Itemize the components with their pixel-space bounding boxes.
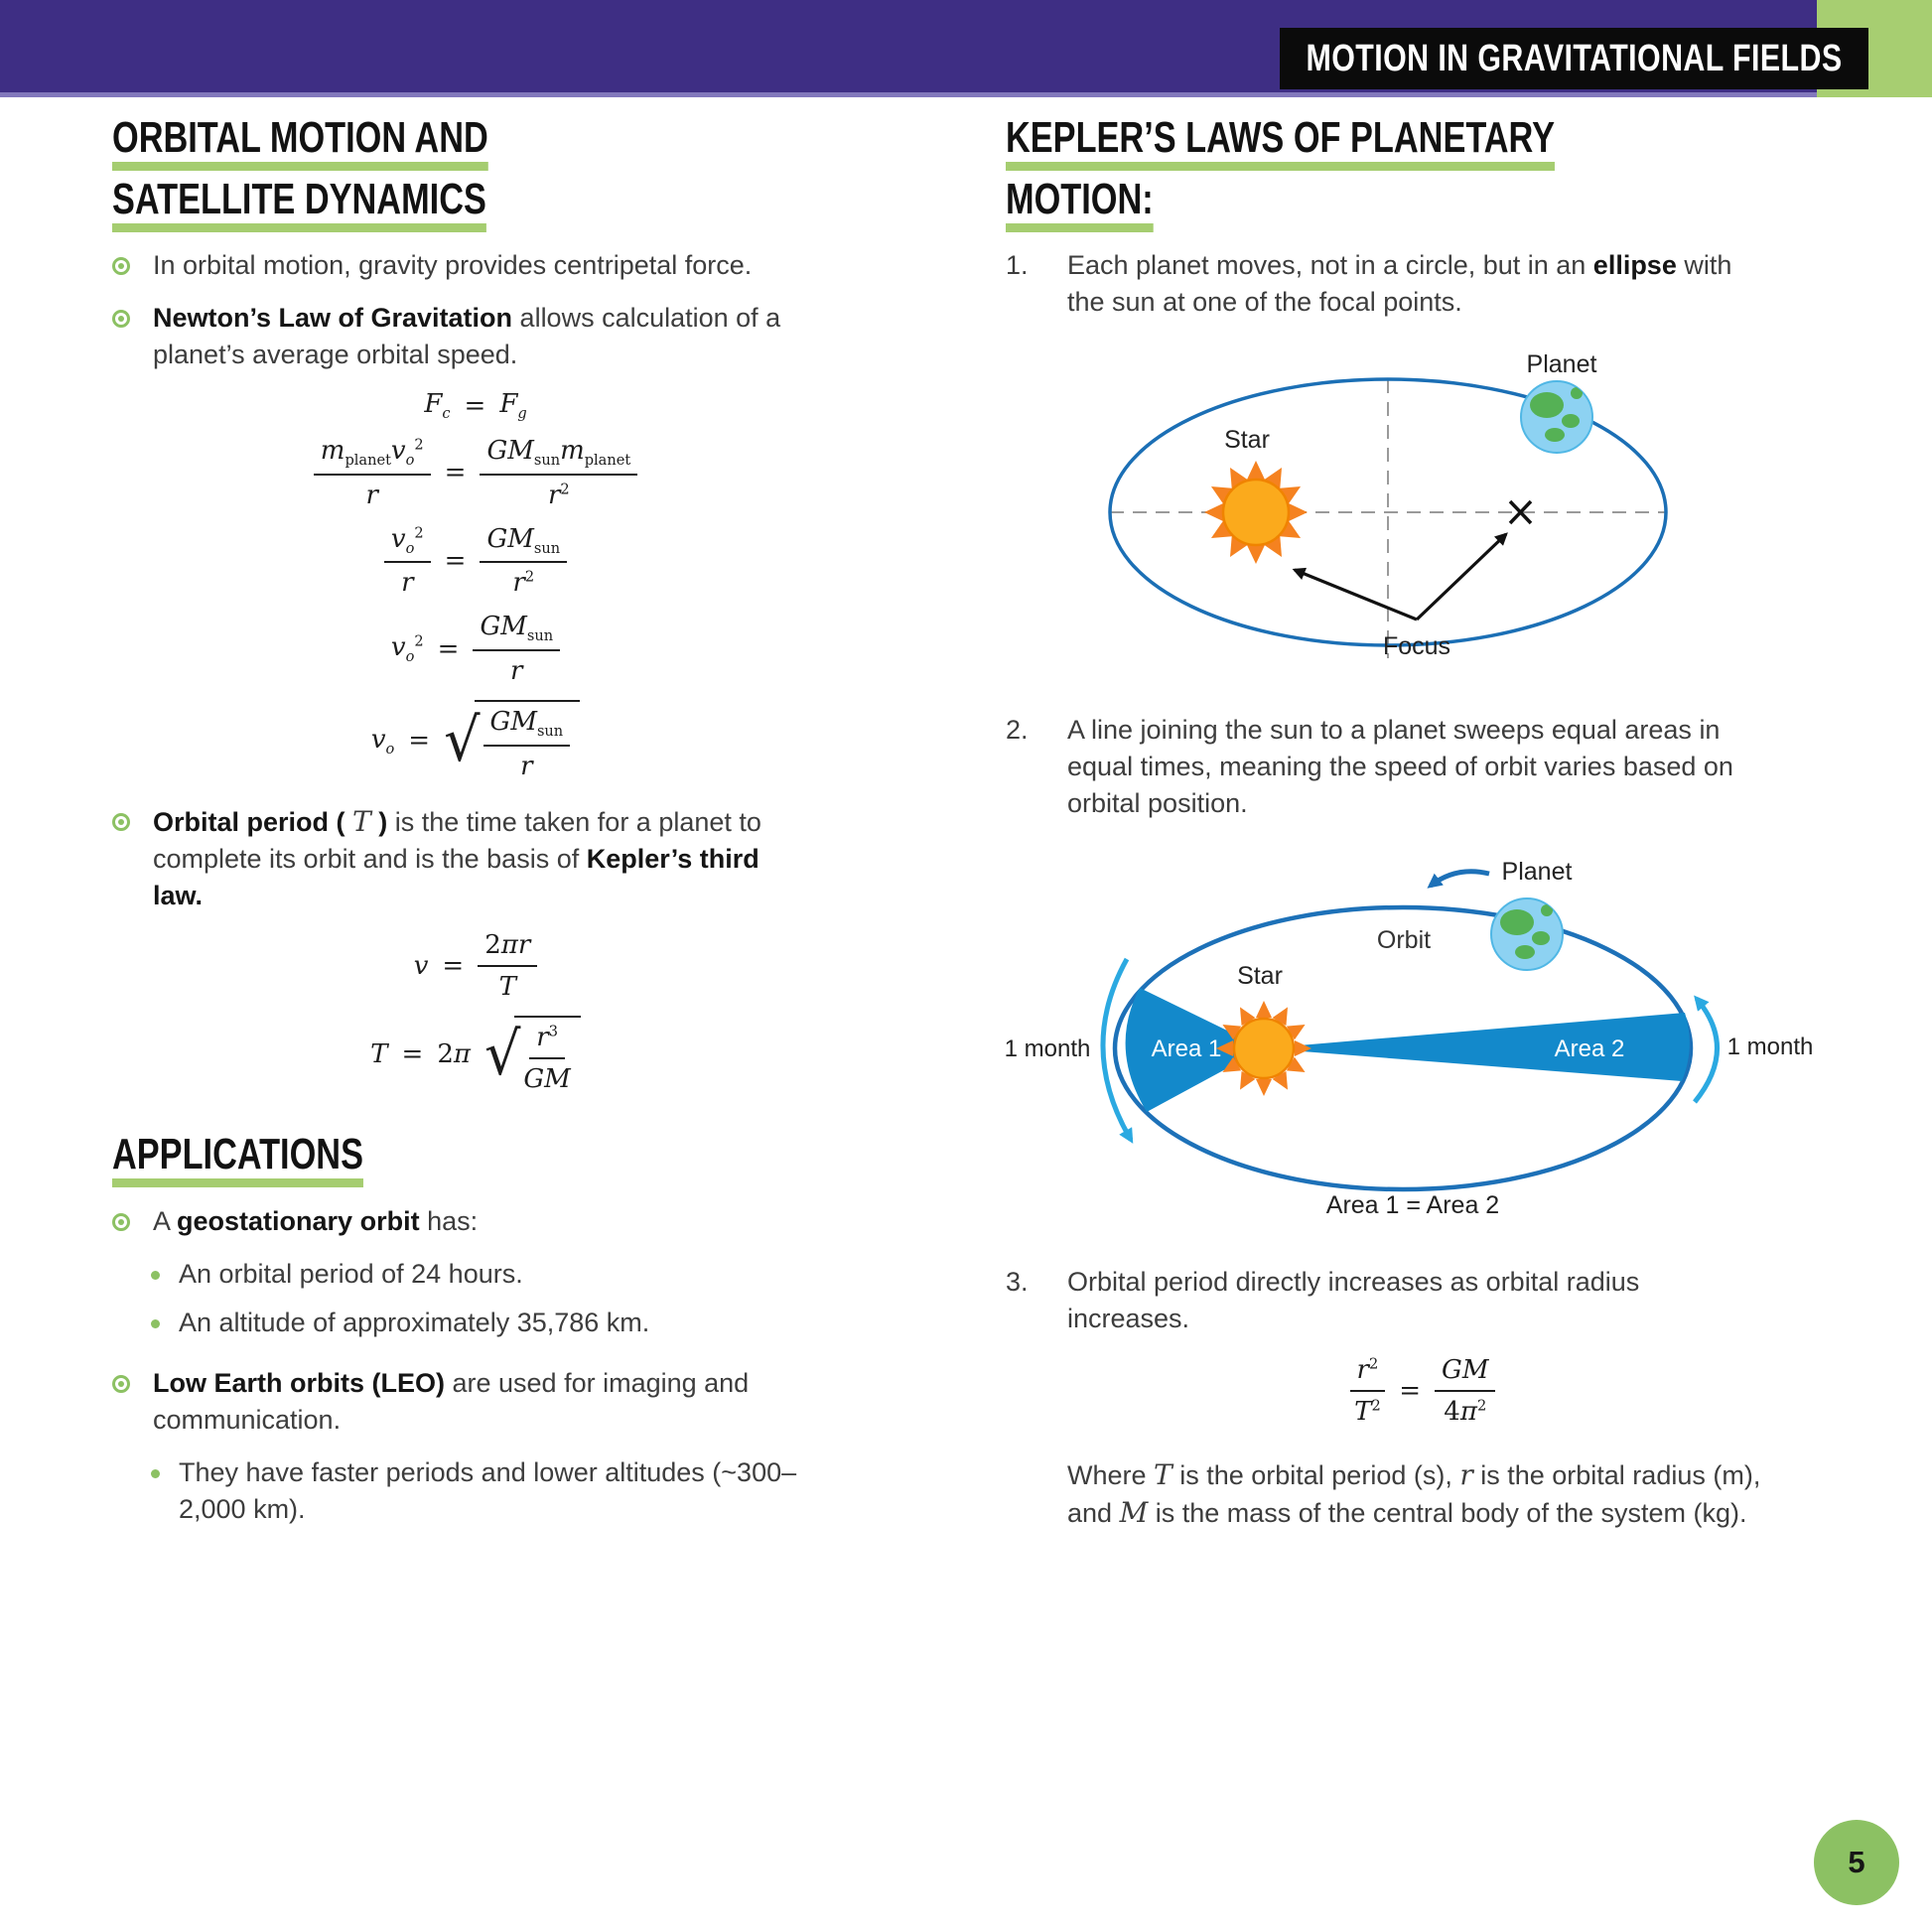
equation-v-2pir-T <box>112 930 839 1002</box>
bullet-text <box>153 803 809 914</box>
bullet-icon <box>112 1375 130 1393</box>
section-heading-keplers-laws: KEPLER’S LAWS OF PLANETARY MOTION: <box>1006 113 1555 223</box>
text-run: geostationary orbit <box>177 1205 420 1236</box>
text-run: is the mass of the central body of the system (kg). <box>1148 1498 1747 1529</box>
planet-icon <box>1521 381 1592 453</box>
header-accent-line <box>0 92 1817 97</box>
numbered-item <box>1006 1264 1840 1337</box>
radical-sign: √ <box>483 1020 521 1089</box>
fraction: $\frac{r^3}{GM}$ <box>523 1022 571 1094</box>
figure-equal-areas <box>996 852 1840 1254</box>
text-run: A <box>153 1205 178 1236</box>
text-run: In orbital motion, gravity provides centripetal force. <box>153 250 753 281</box>
item-text <box>1067 1264 1754 1337</box>
fraction: $\frac{v_o^2}{r}$ <box>384 524 431 599</box>
square-root <box>484 1016 581 1094</box>
bullet-icon <box>112 310 130 328</box>
sub-bullet-icon <box>151 1319 160 1328</box>
math-var: r <box>1459 1458 1473 1492</box>
bullet-item <box>112 1365 839 1439</box>
fraction: $\frac{m_{planet}v_o^2}{r}$ <box>314 436 431 510</box>
ellipse-foci-diagram <box>1047 339 1802 681</box>
equation-vo2 <box>112 612 839 686</box>
planet-label: Planet <box>1526 350 1597 379</box>
text-run: is the time taken for a planet to complete its orbit and is the basis of <box>153 806 761 874</box>
page-tag <box>1280 28 1868 89</box>
equal-areas-caption: Area 1 = Area 2 <box>1325 1191 1500 1220</box>
area1-label: Area 1 <box>1151 1035 1222 1063</box>
text-run: Each planet moves, not in a circle, but in an <box>1067 250 1593 281</box>
sub-bullet-text: An altitude of approximately 35,786 km. <box>179 1307 650 1337</box>
month-left-label: 1 month <box>1004 1035 1091 1063</box>
sun-icon <box>1204 461 1308 564</box>
text-run: are used for imaging and communication. <box>153 1367 750 1435</box>
bullet-text <box>153 1203 478 1240</box>
right-column <box>1006 107 1840 1532</box>
bullet-text <box>153 1365 809 1439</box>
equals-sign: = <box>437 633 460 664</box>
text-run: Orbital period ( <box>153 806 353 837</box>
planet-label: Planet <box>1501 858 1573 887</box>
numbered-item <box>1006 712 1840 822</box>
page-number-badge <box>1814 1820 1899 1905</box>
orbit-label: Orbit <box>1376 926 1432 955</box>
bullet-text <box>153 300 809 373</box>
fraction: $\frac{GM_{sun}}{r}$ <box>483 707 571 781</box>
fraction: $\frac{GM_{sun}m_{planet}}{r^2}$ <box>480 436 637 510</box>
text-run: is the orbital radius (m), and <box>1067 1460 1761 1529</box>
month-right-label: 1 month <box>1726 1034 1814 1061</box>
item-text <box>1067 712 1754 822</box>
fraction: $\frac{GM_{sun}}{r^2}$ <box>480 524 567 599</box>
area2-label: Area 2 <box>1554 1035 1625 1063</box>
eq-term: v <box>413 950 429 981</box>
square-root <box>444 700 580 781</box>
focus-label: Focus <box>1382 632 1451 661</box>
left-column <box>112 107 839 1540</box>
text-run: A line joining the sun to a planet sweeps equal areas in equal times, meaning the speed of orbit varies based on orbital position. <box>1067 715 1733 819</box>
page-tag-label: MOTION IN GRAVITATIONAL FIELDS <box>1306 37 1843 79</box>
section-heading-applications: APPLICATIONS <box>112 1129 363 1178</box>
equals-sign: = <box>442 950 465 981</box>
bullet-icon <box>112 257 130 275</box>
equal-areas-diagram <box>996 852 1830 1249</box>
text-run: Where <box>1067 1460 1155 1491</box>
sub-bullet-item <box>151 1256 839 1293</box>
equals-sign: = <box>464 390 486 421</box>
sub-bullet-text: An orbital period of 24 hours. <box>179 1258 523 1289</box>
variable-definitions <box>1067 1456 1762 1532</box>
sun-icon <box>1216 1001 1311 1096</box>
focus-arrow-to-x <box>1417 534 1506 620</box>
math-var: M <box>1119 1496 1149 1530</box>
fraction: $\frac{r^2}{T^2}$ <box>1350 1355 1386 1427</box>
equation-vo2-over-r <box>112 524 839 599</box>
bullet-item <box>112 1203 839 1240</box>
sub-bullet-icon <box>151 1469 160 1478</box>
equation-vo-sqrt <box>112 700 839 781</box>
text-run: allows calculation of a planet’s average orbital speed. <box>153 303 781 370</box>
radical-sign: √ <box>444 706 481 775</box>
item-text <box>1067 247 1754 321</box>
math-var: T <box>1154 1458 1173 1492</box>
sub-bullet-item <box>151 1305 839 1341</box>
eq-term: $v_o$ <box>370 724 395 758</box>
month-arc-right <box>1695 999 1718 1102</box>
bullet-item <box>112 803 839 914</box>
text-run: ) <box>370 806 388 837</box>
star-label: Star <box>1224 426 1270 455</box>
numbered-item <box>1006 247 1840 321</box>
focus-arrow-to-star <box>1295 570 1417 620</box>
text-run: with the sun at one of the focal points. <box>1067 250 1732 318</box>
equals-sign: = <box>408 726 431 757</box>
bullet-icon <box>112 1213 130 1231</box>
equals-sign: = <box>1399 1376 1422 1407</box>
sub-bullet-text: They have faster periods and lower altitudes (~300–2,000 km). <box>179 1456 797 1524</box>
page-number: 5 <box>1848 1845 1865 1879</box>
planet-direction-arrow <box>1431 872 1489 886</box>
eq-term: T <box>370 1039 388 1070</box>
equation-fc-fg <box>112 389 839 422</box>
equation-keplers-third-law <box>1006 1355 1840 1427</box>
item-number: 2. <box>1006 715 1029 746</box>
math-var: T <box>352 804 371 838</box>
bullet-item <box>112 247 839 284</box>
bullet-item <box>112 300 839 373</box>
eq-term: $F_c$ <box>424 389 451 423</box>
text-run: Newton’s Law of Gravitation <box>153 303 513 334</box>
fraction: $\frac{GM_{sun}}{r}$ <box>473 612 560 686</box>
area2-wedge <box>1264 1013 1690 1081</box>
text-run: ellipse <box>1592 250 1677 281</box>
equals-sign: = <box>444 546 467 577</box>
equation-T-2pi-sqrt <box>112 1016 839 1094</box>
text-run: Low Earth orbits (LEO) <box>153 1367 445 1398</box>
bullet-text <box>153 247 752 284</box>
item-number: 3. <box>1006 1267 1029 1298</box>
planet-icon <box>1491 898 1563 970</box>
eq-term: $F_g$ <box>499 389 527 423</box>
text-run: has: <box>419 1205 479 1236</box>
text-run: is the orbital period (s), <box>1172 1460 1460 1491</box>
sub-bullet-item <box>151 1454 839 1528</box>
star-label: Star <box>1237 962 1283 991</box>
figure-ellipse-foci <box>1047 339 1840 686</box>
sub-bullet-icon <box>151 1271 160 1280</box>
text-run: Orbital period directly increases as orbital radius increases. <box>1067 1267 1640 1334</box>
equals-sign: = <box>444 458 467 488</box>
text-run: Kepler’s third law. <box>153 843 759 910</box>
bullet-icon <box>112 813 130 831</box>
eq-term: $v_o^2$ <box>390 632 424 666</box>
fraction: $\frac{2\pi r}{T}$ <box>478 930 537 1002</box>
fraction: $\frac{GM}{4\pi^2}$ <box>1435 1355 1495 1427</box>
equals-sign: = <box>401 1039 424 1070</box>
equation-centripetal-gravity <box>112 436 839 510</box>
item-number: 1. <box>1006 250 1029 281</box>
eq-term: 2π <box>437 1039 471 1070</box>
section-heading-orbital-motion: ORBITAL MOTION AND SATELLITE DYNAMICS <box>112 113 488 223</box>
